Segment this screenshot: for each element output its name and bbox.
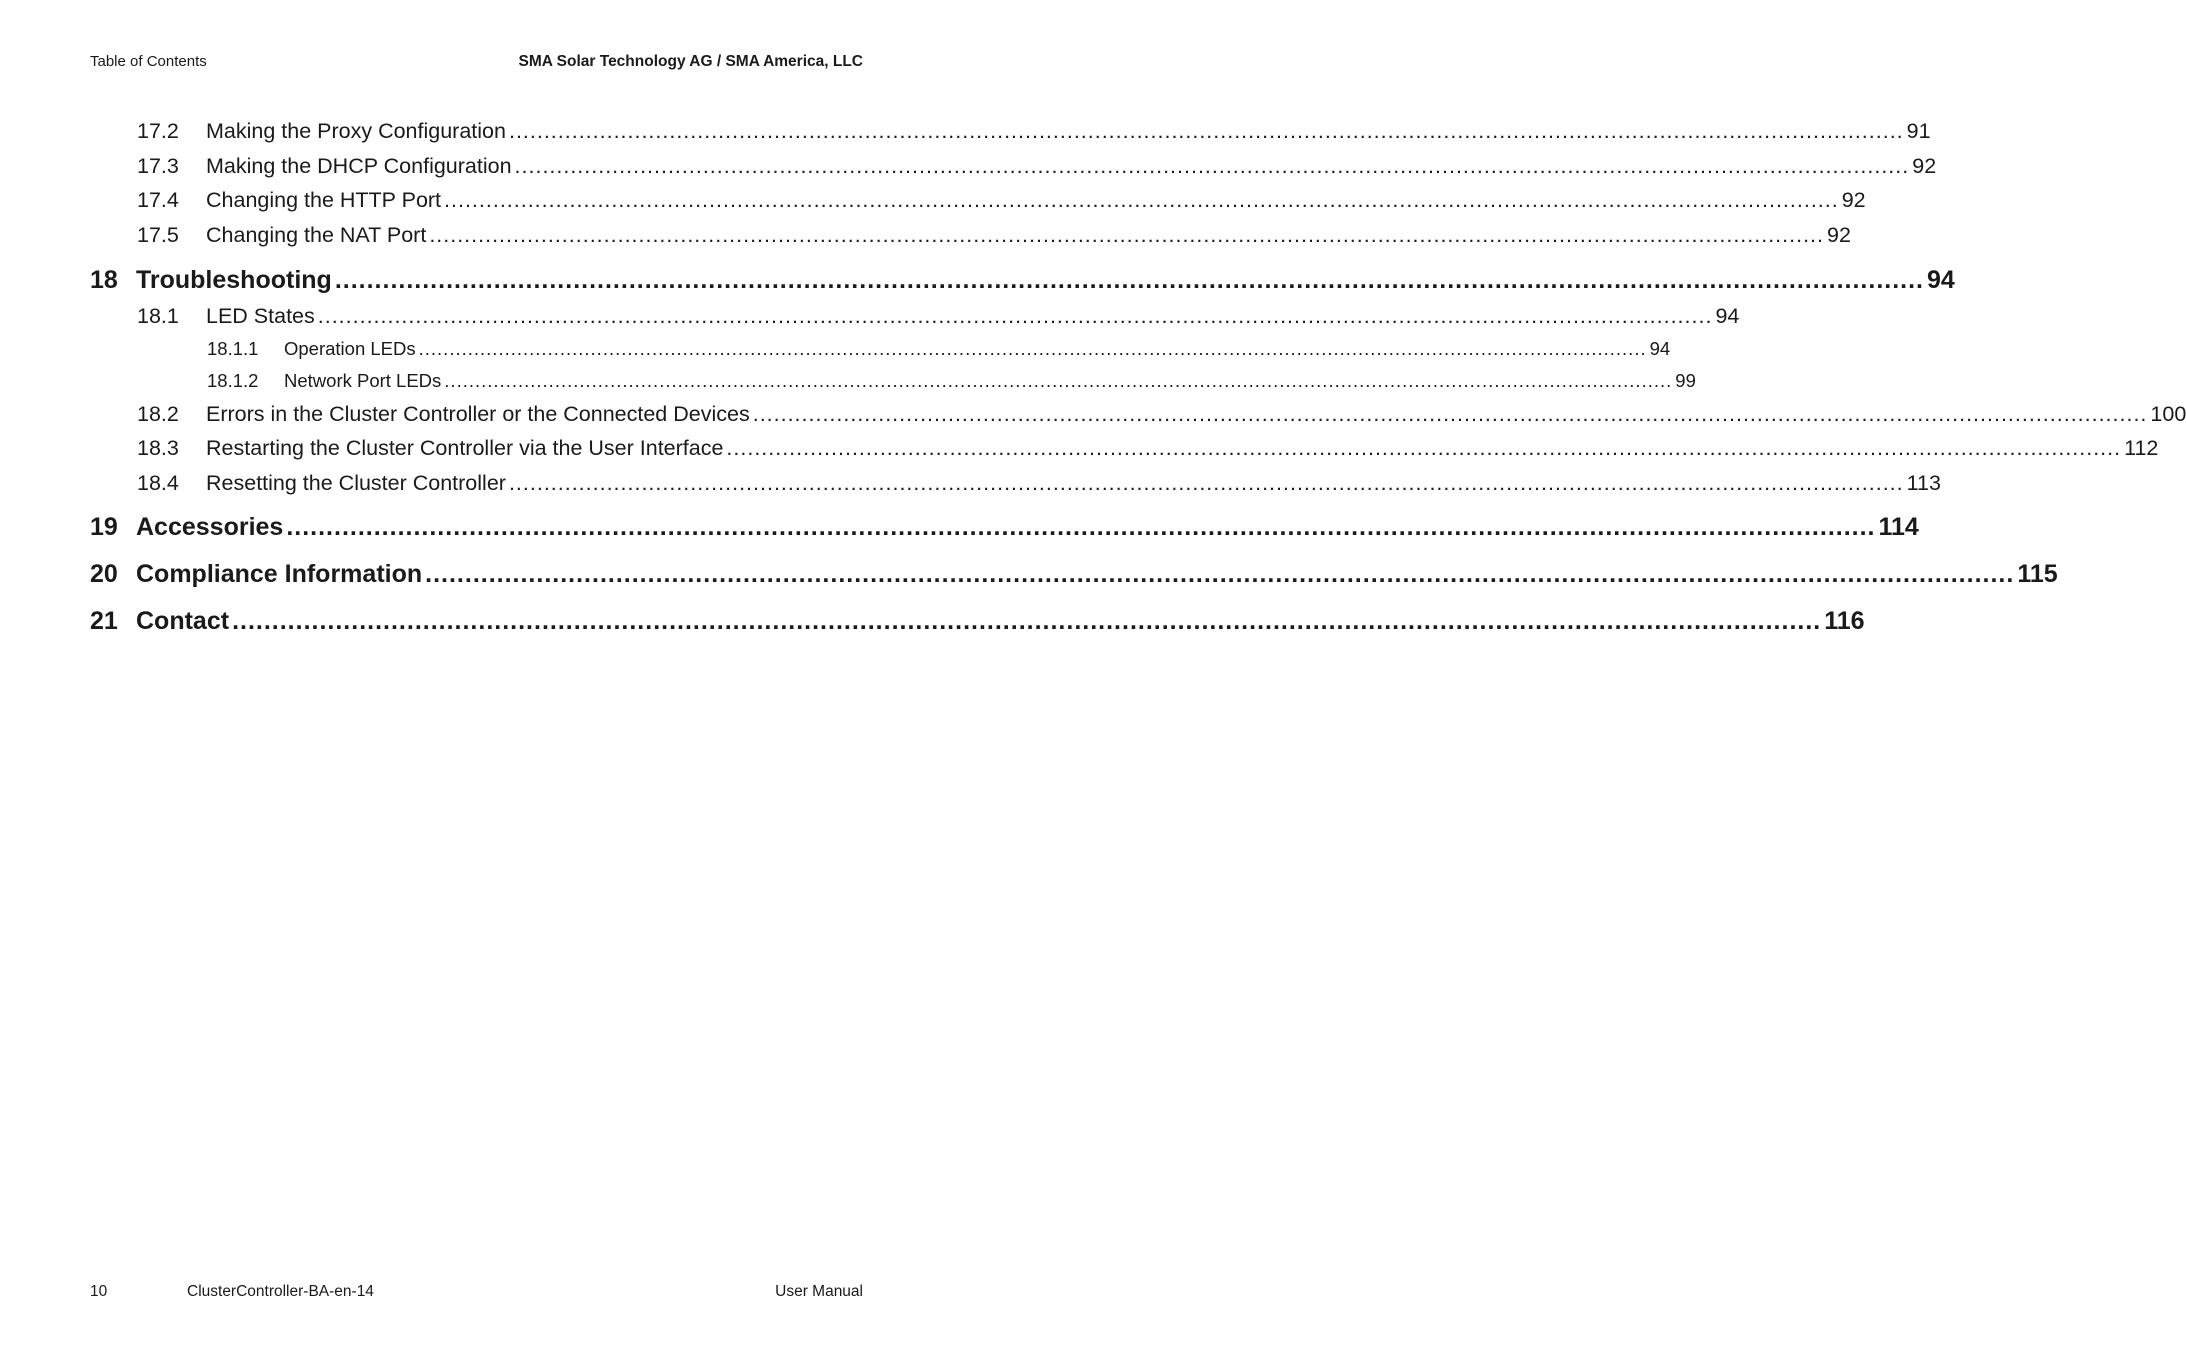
toc-leader-dots: ........................................................................................................................................................................................................	[232, 607, 1822, 635]
toc-chapter[interactable]	[0, 510, 1919, 544]
toc-chapter-number: 19	[90, 513, 118, 541]
footer-document-type: User Manual	[775, 1283, 863, 1300]
toc-chapter-title: Accessories	[136, 513, 284, 541]
toc-chapter[interactable]	[0, 557, 2058, 591]
toc-subentry[interactable]	[0, 335, 1671, 363]
toc-chapter[interactable]	[0, 604, 1865, 638]
toc-entry[interactable]	[0, 432, 2159, 464]
footer-page-number: 10	[90, 1283, 108, 1300]
header-section-title: Table of Contents	[90, 53, 207, 70]
toc-entry-page: 92	[1827, 223, 1851, 247]
toc-entry-number: 17.2	[137, 119, 179, 143]
toc-chapter-page: 115	[2017, 560, 2058, 588]
toc-entry-number: 17.3	[137, 154, 179, 178]
toc-leader-dots: ........................................................................................................................................................................................................	[429, 223, 1824, 247]
toc-subentry-title: Operation LEDs	[284, 338, 416, 359]
toc-chapter-number: 21	[90, 607, 118, 635]
toc-entry-title: Errors in the Cluster Controller or the Connected Devices	[206, 402, 750, 426]
toc-entry-page: 100	[2150, 402, 2186, 426]
toc-chapter-title: Compliance Information	[136, 560, 423, 588]
toc-entry-page: 113	[1906, 471, 1941, 495]
toc-leader-dots: ........................................................................................................................................................................................................	[317, 304, 1713, 328]
toc-leader-dots: ........................................................................................................................................................................................................	[418, 338, 1647, 359]
toc-leader-dots: ........................................................................................................................................................................................................	[752, 402, 2148, 426]
toc-entry-title: Making the Proxy Configuration	[206, 119, 506, 143]
toc-chapter-number: 18	[90, 266, 118, 294]
toc-entry-page: 112	[2124, 436, 2159, 460]
toc-entry-page: 94	[1715, 304, 1740, 328]
toc-entry-title: Restarting the Cluster Controller via the User Interface	[206, 436, 724, 460]
toc-subentry-number: 18.1.2	[207, 370, 259, 391]
toc-entry[interactable]	[0, 300, 1740, 332]
header-company: SMA Solar Technology AG / SMA America, LLC	[518, 53, 863, 70]
toc-leader-dots: ........................................................................................................................................................................................................	[425, 560, 2015, 588]
toc-entry[interactable]	[0, 219, 1851, 251]
toc-subentry-title: Network Port LEDs	[284, 370, 442, 391]
toc-chapter-page: 114	[1878, 513, 1919, 541]
toc-leader-dots: ........................................................................................................................................................................................................	[508, 471, 1904, 495]
toc-chapter-number: 20	[90, 560, 118, 588]
page-footer	[90, 1280, 863, 1304]
toc-leader-dots: ........................................................................................................................................................................................................	[286, 513, 1876, 541]
toc-leader-dots: ........................................................................................................................................................................................................	[514, 154, 1910, 178]
toc-subentry-page: 99	[1675, 370, 1696, 391]
toc-chapter-title: Troubleshooting	[136, 266, 332, 294]
toc-chapter-title: Contact	[136, 607, 230, 635]
footer-document-id: ClusterController-BA-en-14	[187, 1283, 374, 1300]
toc-entry[interactable]	[0, 115, 1931, 147]
toc-entry-title: Making the DHCP Configuration	[206, 154, 512, 178]
toc-chapter-page: 94	[1927, 266, 1955, 294]
toc-entry-page: 91	[1906, 119, 1931, 143]
toc-entry-title: Resetting the Cluster Controller	[206, 471, 506, 495]
toc-leader-dots: ........................................................................................................................................................................................................	[508, 119, 1904, 143]
toc-entry[interactable]	[0, 467, 1941, 499]
toc-subentry-number: 18.1.1	[207, 338, 259, 359]
toc-leader-dots: ........................................................................................................................................................................................................	[444, 370, 1673, 391]
toc-entry[interactable]	[0, 184, 1866, 216]
toc-entry[interactable]	[0, 150, 1937, 182]
toc-leader-dots: ........................................................................................................................................................................................................	[334, 266, 1924, 294]
toc-subentry[interactable]	[0, 367, 1696, 395]
toc-leader-dots: ........................................................................................................................................................................................................	[444, 188, 1839, 212]
toc-entry-number: 17.5	[137, 223, 179, 247]
toc-chapter[interactable]	[0, 263, 1955, 297]
toc-entry[interactable]	[0, 398, 2186, 430]
toc-leader-dots: ........................................................................................................................................................................................................	[726, 436, 2122, 460]
toc-entry-page: 92	[1841, 188, 1866, 212]
toc-entry-title: Changing the NAT Port	[206, 223, 427, 247]
toc-entry-number: 17.4	[137, 188, 179, 212]
toc-entry-title: Changing the HTTP Port	[206, 188, 442, 212]
toc-entry-number: 18.4	[137, 471, 179, 495]
toc-entry-title: LED States	[206, 304, 315, 328]
toc-entry-page: 92	[1912, 154, 1937, 178]
toc-entry-number: 18.2	[137, 402, 179, 426]
toc-chapter-page: 116	[1824, 607, 1865, 635]
toc-subentry-page: 94	[1649, 338, 1671, 359]
toc-entry-number: 18.3	[137, 436, 179, 460]
toc-entry-number: 18.1	[137, 304, 179, 328]
